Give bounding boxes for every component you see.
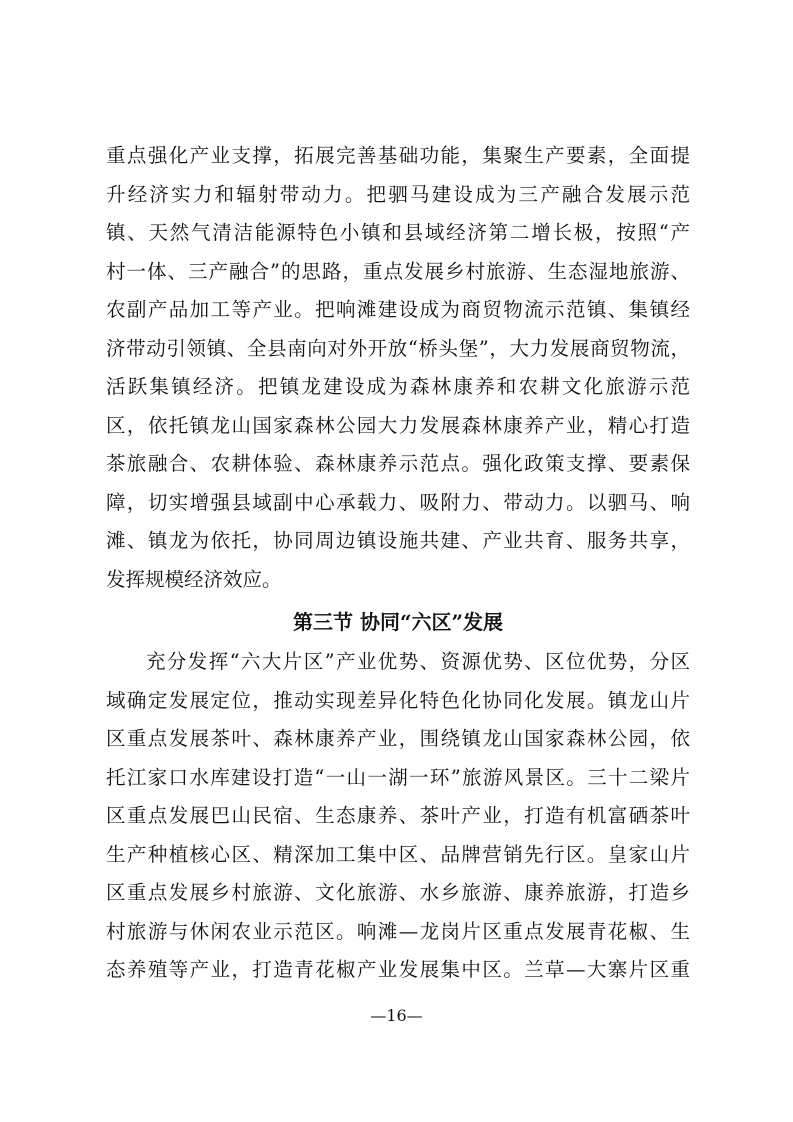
paragraph-2	[106, 643, 690, 990]
page-number: —16—	[370, 1006, 423, 1025]
text-line: 镇、天然气清洁能源特色小镇和县域经济第二增长极，按照“产	[106, 221, 690, 244]
paragraph-1	[106, 137, 690, 599]
text-line: 态养殖等产业，打造青花椒产业发展集中区。兰草—大寨片区重	[106, 958, 690, 981]
section-heading: 第三节 协同“六区”发展	[293, 610, 503, 634]
text-line: 区，依托镇龙山国家森林公园大力发展森林康养产业，精心打造	[106, 413, 690, 437]
text-line: 托江家口水库建设打造“一山一湖一环”旅游风景区。三十二梁片	[106, 765, 690, 789]
text-line: 域确定发展定位，推动实现差异化特色化协同化发展。镇龙山片	[106, 688, 690, 712]
text-line: 区重点发展巴山民宿、生态康养、茶叶产业，打造有机富硒茶叶	[106, 804, 690, 827]
text-line: 农副产品加工等产业。把响滩建设成为商贸物流示范镇、集镇经	[106, 298, 690, 321]
text-line: 升经济实力和辐射带动力。把驷马建设成为三产融合发展示范	[106, 182, 690, 206]
text-line: 茶旅融合、农耕体验、森林康养示范点。强化政策支撑、要素保	[106, 452, 690, 475]
text-line: 发挥规模经济效应。	[106, 567, 282, 591]
text-line: 充分发挥“六大片区”产业优势、资源优势、区位优势，分区	[146, 650, 690, 673]
text-line: 重点强化产业支撑，拓展完善基础功能，集聚生产要素，全面提	[106, 144, 690, 167]
text-line: 滩、镇龙为依托，协同周边镇设施共建、产业共育、服务共享，	[106, 529, 690, 552]
text-line: 区重点发展茶叶、森林康养产业，围绕镇龙山国家森林公园，依	[106, 727, 690, 750]
text-line: 生产种植核心区、精深加工集中区、品牌营销先行区。皇家山片	[106, 842, 690, 866]
text-line: 区重点发展乡村旅游、文化旅游、水乡旅游、康养旅游，打造乡	[106, 881, 690, 904]
text-line: 村一体、三产融合”的思路，重点发展乡村旅游、生态湿地旅游、	[106, 259, 690, 283]
text-line: 济带动引领镇、全县南向对外开放“桥头堡”，大力发展商贸物流，	[106, 336, 690, 360]
text-line: 村旅游与休闲农业示范区。响滩—龙岗片区重点发展青花椒、生	[106, 919, 690, 943]
text-line: 活跃集镇经济。把镇龙建设成为森林康养和农耕文化旅游示范	[106, 375, 690, 398]
text-line: 障，切实增强县域副中心承载力、吸附力、带动力。以驷马、响	[106, 490, 690, 514]
